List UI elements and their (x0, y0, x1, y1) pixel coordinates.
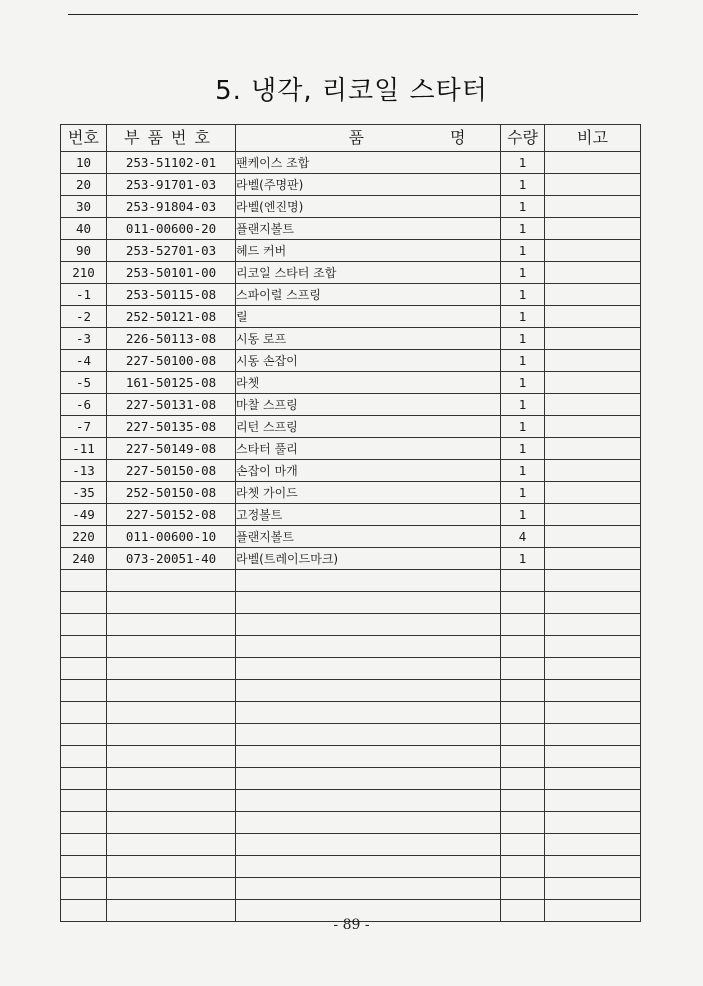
table-row (61, 724, 641, 746)
cell-qty (501, 636, 545, 658)
table-row (61, 592, 641, 614)
table-row (61, 262, 641, 284)
header-part-no: 부품번호 (107, 125, 236, 152)
cell-part-no (107, 592, 236, 614)
cell-qty: 1 (501, 262, 545, 284)
cell-no: -2 (61, 306, 107, 328)
cell-part-name: 스파이럴 스프링 (236, 284, 501, 306)
cell-note (545, 372, 641, 394)
cell-part-no: 253-50101-00 (107, 262, 236, 284)
cell-qty: 1 (501, 152, 545, 174)
cell-note (545, 834, 641, 856)
cell-no: -49 (61, 504, 107, 526)
cell-note (545, 570, 641, 592)
cell-no: -6 (61, 394, 107, 416)
cell-note (545, 702, 641, 724)
table-row (61, 482, 641, 504)
table-row (61, 680, 641, 702)
cell-qty (501, 812, 545, 834)
cell-note (545, 614, 641, 636)
cell-no (61, 658, 107, 680)
table-row (61, 416, 641, 438)
table-row (61, 152, 641, 174)
cell-no: -35 (61, 482, 107, 504)
cell-part-name (236, 790, 501, 812)
table-row (61, 526, 641, 548)
table-row (61, 438, 641, 460)
cell-note (545, 724, 641, 746)
cell-part-no: 011-00600-20 (107, 218, 236, 240)
cell-part-no (107, 680, 236, 702)
cell-note (545, 174, 641, 196)
cell-part-name (236, 834, 501, 856)
cell-part-no (107, 702, 236, 724)
cell-note (545, 526, 641, 548)
table-row (61, 548, 641, 570)
table-row (61, 768, 641, 790)
cell-qty: 1 (501, 394, 545, 416)
cell-note (545, 240, 641, 262)
cell-part-name: 플랜지볼트 (236, 526, 501, 548)
cell-qty: 1 (501, 240, 545, 262)
cell-qty: 4 (501, 526, 545, 548)
table-row (61, 790, 641, 812)
cell-part-no: 253-91701-03 (107, 174, 236, 196)
cell-note (545, 394, 641, 416)
header-no: 번호 (61, 125, 107, 152)
cell-note (545, 328, 641, 350)
table-row (61, 878, 641, 900)
cell-part-no (107, 746, 236, 768)
table-row (61, 372, 641, 394)
cell-note (545, 152, 641, 174)
cell-no (61, 592, 107, 614)
table-row (61, 306, 641, 328)
table-row (61, 196, 641, 218)
cell-qty (501, 768, 545, 790)
cell-part-no (107, 636, 236, 658)
cell-no (61, 636, 107, 658)
cell-note (545, 680, 641, 702)
cell-part-name (236, 614, 501, 636)
table-row (61, 350, 641, 372)
cell-part-no (107, 658, 236, 680)
cell-no: 210 (61, 262, 107, 284)
cell-part-name (236, 768, 501, 790)
header-qty: 수량 (501, 125, 545, 152)
cell-part-name: 스타터 풀리 (236, 438, 501, 460)
cell-qty: 1 (501, 306, 545, 328)
cell-qty (501, 702, 545, 724)
cell-no: 240 (61, 548, 107, 570)
cell-part-name (236, 592, 501, 614)
cell-part-name: 시동 로프 (236, 328, 501, 350)
cell-part-name (236, 702, 501, 724)
cell-qty: 1 (501, 196, 545, 218)
cell-part-name (236, 812, 501, 834)
cell-no (61, 570, 107, 592)
cell-part-name: 팬케이스 조합 (236, 152, 501, 174)
table-header-row (61, 125, 641, 152)
cell-part-name (236, 878, 501, 900)
cell-part-no: 073-20051-40 (107, 548, 236, 570)
table-row (61, 834, 641, 856)
cell-note (545, 196, 641, 218)
cell-no: -7 (61, 416, 107, 438)
cell-qty: 1 (501, 482, 545, 504)
cell-no: 40 (61, 218, 107, 240)
top-rule (68, 14, 638, 15)
cell-part-no (107, 570, 236, 592)
cell-note (545, 416, 641, 438)
cell-part-name (236, 724, 501, 746)
cell-part-name: 손잡이 마개 (236, 460, 501, 482)
cell-part-no: 253-51102-01 (107, 152, 236, 174)
cell-part-no (107, 614, 236, 636)
page-title: 5. 냉각, 리코일 스타터 (215, 76, 488, 106)
table-row (61, 570, 641, 592)
cell-qty (501, 856, 545, 878)
cell-qty: 1 (501, 372, 545, 394)
cell-qty (501, 570, 545, 592)
cell-part-no (107, 856, 236, 878)
cell-no (61, 856, 107, 878)
cell-qty (501, 878, 545, 900)
cell-note (545, 218, 641, 240)
header-name-second: 명 (450, 128, 466, 147)
table-row (61, 240, 641, 262)
cell-part-no: 227-50131-08 (107, 394, 236, 416)
cell-part-name (236, 658, 501, 680)
parts-table-body (61, 152, 641, 922)
cell-note (545, 790, 641, 812)
cell-part-no: 252-50121-08 (107, 306, 236, 328)
cell-part-no: 226-50113-08 (107, 328, 236, 350)
table-row (61, 614, 641, 636)
cell-note (545, 812, 641, 834)
cell-part-no: 227-50135-08 (107, 416, 236, 438)
cell-qty (501, 834, 545, 856)
table-row (61, 812, 641, 834)
cell-no: -3 (61, 328, 107, 350)
cell-qty: 1 (501, 504, 545, 526)
cell-qty (501, 790, 545, 812)
cell-no (61, 790, 107, 812)
table-row (61, 218, 641, 240)
cell-part-no: 227-50150-08 (107, 460, 236, 482)
cell-no: 20 (61, 174, 107, 196)
cell-note (545, 350, 641, 372)
cell-part-no (107, 724, 236, 746)
cell-part-name: 리턴 스프링 (236, 416, 501, 438)
cell-no: -1 (61, 284, 107, 306)
cell-no (61, 614, 107, 636)
cell-no: -13 (61, 460, 107, 482)
cell-qty (501, 658, 545, 680)
cell-no (61, 746, 107, 768)
cell-note (545, 878, 641, 900)
cell-part-no: 227-50152-08 (107, 504, 236, 526)
cell-part-name: 라벨(엔진명) (236, 196, 501, 218)
cell-part-name (236, 570, 501, 592)
table-row (61, 856, 641, 878)
table-row (61, 394, 641, 416)
cell-part-no (107, 768, 236, 790)
cell-part-name: 라쳇 가이드 (236, 482, 501, 504)
cell-part-name: 플랜지볼트 (236, 218, 501, 240)
cell-part-no: 252-50150-08 (107, 482, 236, 504)
parts-table (60, 124, 641, 922)
cell-part-no: 011-00600-10 (107, 526, 236, 548)
cell-note (545, 284, 641, 306)
cell-part-name: 라벨(주명판) (236, 174, 501, 196)
cell-part-no: 253-52701-03 (107, 240, 236, 262)
table-row (61, 174, 641, 196)
cell-part-no (107, 878, 236, 900)
cell-note (545, 306, 641, 328)
cell-no (61, 768, 107, 790)
cell-part-name: 릴 (236, 306, 501, 328)
table-row (61, 504, 641, 526)
cell-part-no (107, 790, 236, 812)
cell-qty: 1 (501, 416, 545, 438)
cell-no: -5 (61, 372, 107, 394)
cell-no (61, 834, 107, 856)
cell-qty: 1 (501, 548, 545, 570)
cell-part-no: 253-91804-03 (107, 196, 236, 218)
cell-part-name: 고정볼트 (236, 504, 501, 526)
table-row (61, 636, 641, 658)
cell-part-name: 리코일 스타터 조합 (236, 262, 501, 284)
cell-no (61, 812, 107, 834)
cell-note (545, 746, 641, 768)
cell-note (545, 658, 641, 680)
cell-no: 30 (61, 196, 107, 218)
cell-no (61, 702, 107, 724)
table-row (61, 702, 641, 724)
header-name-first: 품 (348, 128, 364, 147)
cell-qty (501, 680, 545, 702)
cell-note (545, 592, 641, 614)
cell-qty (501, 592, 545, 614)
table-row (61, 284, 641, 306)
cell-part-name: 마찰 스프링 (236, 394, 501, 416)
table-row (61, 658, 641, 680)
cell-no (61, 878, 107, 900)
cell-note (545, 482, 641, 504)
cell-part-no: 227-50100-08 (107, 350, 236, 372)
cell-part-name (236, 856, 501, 878)
table-row (61, 746, 641, 768)
cell-part-name: 라쳇 (236, 372, 501, 394)
cell-part-no (107, 812, 236, 834)
cell-note (545, 856, 641, 878)
cell-part-name: 헤드 커버 (236, 240, 501, 262)
header-name (236, 125, 501, 152)
cell-qty: 1 (501, 174, 545, 196)
cell-qty (501, 614, 545, 636)
cell-qty: 1 (501, 218, 545, 240)
cell-qty: 1 (501, 350, 545, 372)
cell-part-name (236, 636, 501, 658)
page-number: - 89 - (333, 917, 370, 933)
cell-no: 10 (61, 152, 107, 174)
table-row (61, 460, 641, 482)
cell-note (545, 262, 641, 284)
cell-no (61, 680, 107, 702)
cell-no: 220 (61, 526, 107, 548)
cell-no: -4 (61, 350, 107, 372)
cell-no: 90 (61, 240, 107, 262)
cell-qty: 1 (501, 284, 545, 306)
cell-qty: 1 (501, 328, 545, 350)
cell-part-name: 시동 손잡이 (236, 350, 501, 372)
cell-part-name (236, 746, 501, 768)
cell-qty (501, 724, 545, 746)
cell-part-no (107, 834, 236, 856)
cell-no (61, 724, 107, 746)
cell-note (545, 768, 641, 790)
cell-part-no: 253-50115-08 (107, 284, 236, 306)
cell-qty (501, 746, 545, 768)
header-note: 비고 (545, 125, 641, 152)
cell-qty: 1 (501, 460, 545, 482)
cell-qty: 1 (501, 438, 545, 460)
table-row (61, 328, 641, 350)
cell-part-name (236, 680, 501, 702)
cell-note (545, 636, 641, 658)
cell-note (545, 438, 641, 460)
cell-note (545, 548, 641, 570)
cell-note (545, 460, 641, 482)
cell-no: -11 (61, 438, 107, 460)
cell-note (545, 504, 641, 526)
cell-part-name: 라벨(트레이드마크) (236, 548, 501, 570)
cell-part-no: 161-50125-08 (107, 372, 236, 394)
cell-part-no: 227-50149-08 (107, 438, 236, 460)
